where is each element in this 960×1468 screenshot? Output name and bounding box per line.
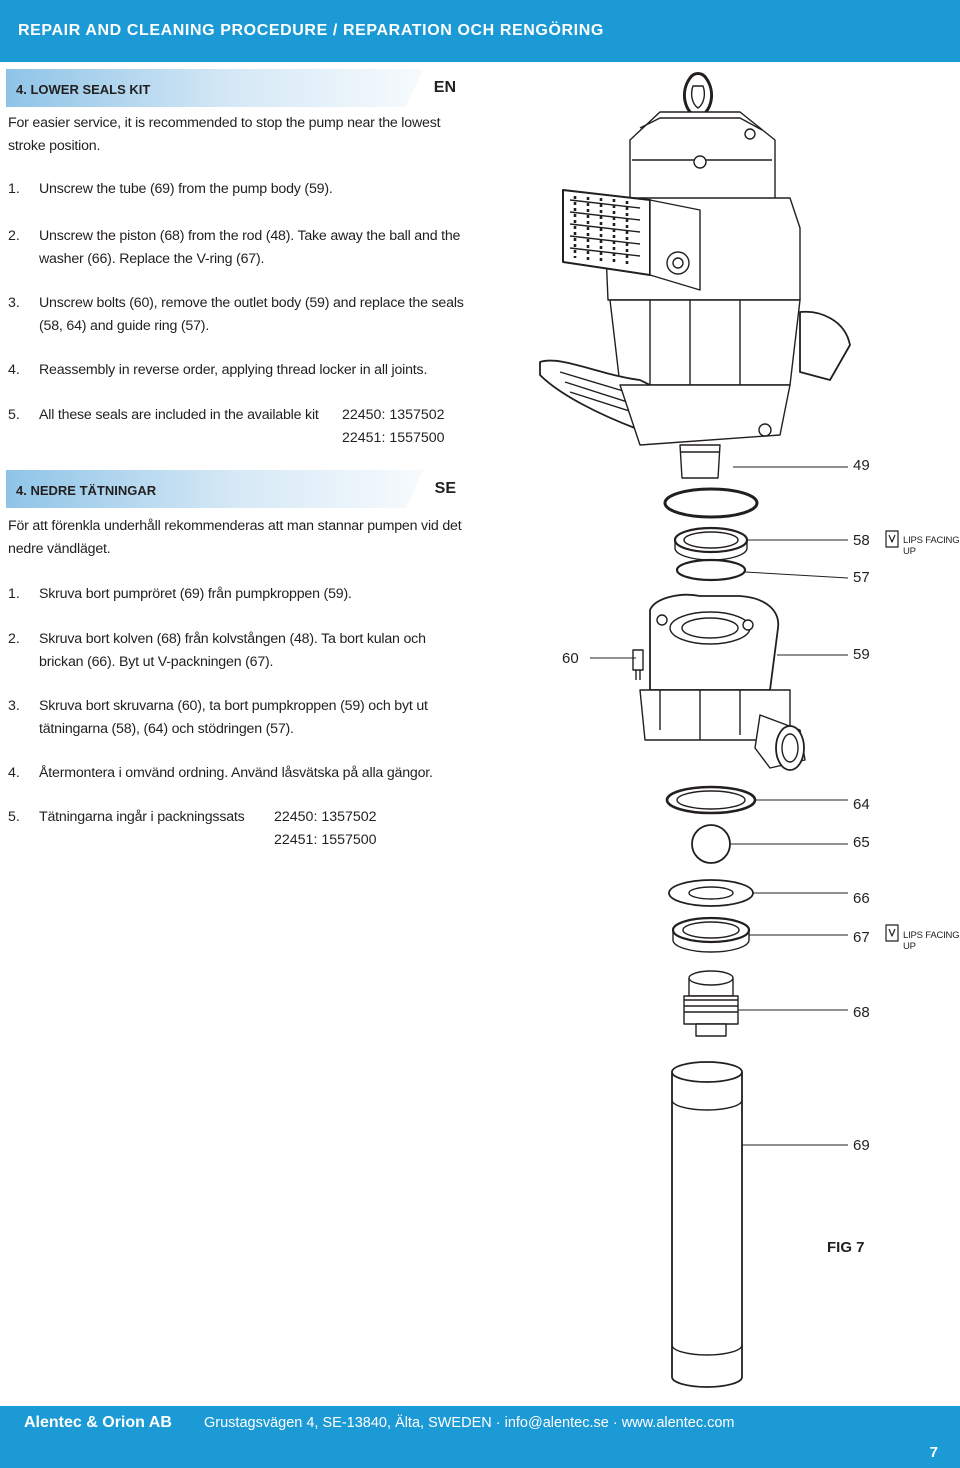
se-section-heading: [6, 470, 468, 508]
se-step-text: Skruva bort skruvarna (60), ta bort pumpkroppen (59) och byt ut tätningarna (58), (64) och stödringen (57).: [39, 698, 428, 737]
en-lang-label: EN: [433, 79, 456, 96]
lips-facing-up-icon: [886, 925, 898, 941]
en-step-number: 1.: [8, 181, 20, 197]
se-step-number: 1.: [8, 586, 20, 602]
en-step-text: Reassembly in reverse order, applying thread locker in all joints.: [39, 362, 428, 378]
se-step-number: 4.: [8, 765, 20, 781]
guide-ring-57-drawing: [677, 560, 745, 580]
tube-69-drawing: [672, 1062, 742, 1387]
en-step-text: Unscrew bolts (60), remove the outlet body (59) and replace the seals (58, 64) and guide ring (57).: [39, 295, 464, 334]
callout-49: 49: [853, 457, 870, 474]
en-kit-number: 22450: 1357502: [342, 407, 445, 423]
en-kit-number: 22451: 1557500: [342, 430, 445, 446]
washer-66-drawing: [669, 880, 753, 906]
se-step-number: 5.: [8, 809, 20, 825]
en-step-number: 3.: [8, 295, 20, 311]
piston-68-drawing: [684, 971, 738, 1036]
se-step-number: 3.: [8, 698, 20, 714]
se-heading-label: 4. NEDRE TÄTNINGAR: [16, 483, 157, 498]
en-intro: For easier service, it is recommended to stop the pump near the lowest stroke position.: [8, 115, 441, 154]
ball-65-drawing: [692, 825, 730, 863]
page-title: REPAIR AND CLEANING PROCEDURE / REPARATION OCH RENGÖRING: [18, 22, 604, 39]
callout-68: 68: [853, 1004, 870, 1021]
se-step-text: Skruva bort pumpröret (69) från pumpkroppen (59).: [39, 586, 352, 602]
se-step-number: 2.: [8, 631, 20, 647]
motor-assembly-drawing: [540, 74, 850, 479]
en-step-text: Unscrew the tube (69) from the pump body (59).: [39, 181, 333, 197]
callout-64: 64: [853, 796, 870, 813]
callout-65: 65: [853, 834, 870, 851]
en-step-number: 2.: [8, 228, 20, 244]
company-name: Alentec & Orion AB: [24, 1414, 172, 1431]
page-number: 7: [929, 1444, 938, 1461]
se-step-text: Tätningarna ingår i packningssats: [39, 809, 245, 825]
se-kit-number: 22450: 1357502: [274, 809, 377, 825]
lips-facing-up-icon: [886, 531, 898, 547]
lips-facing-up-note: LIPS FACING UP: [903, 930, 960, 952]
footer-bar: [0, 1406, 960, 1468]
callout-69: 69: [853, 1137, 870, 1154]
seal-58-drawing: [675, 528, 747, 560]
en-step-number: 5.: [8, 407, 20, 423]
callout-67: 67: [853, 929, 870, 946]
figure-label: FIG 7: [827, 1239, 865, 1256]
se-step-text: Skruva bort kolven (68) från kolvstången (48). Ta bort kulan och brickan (66). Byt ut V-packningen (67).: [39, 631, 426, 670]
se-step-text: Återmontera i omvänd ordning. Använd låsvätska på alla gängor.: [39, 765, 433, 781]
callout-60: 60: [562, 650, 579, 667]
callout-58: 58: [853, 532, 870, 549]
se-lang-label: SE: [434, 480, 456, 497]
pump-exploded-drawing: [480, 60, 960, 1400]
en-step-number: 4.: [8, 362, 20, 378]
company-address: Grustagsvägen 4, SE-13840, Älta, SWEDEN · info@alentec.se · www.alentec.com: [204, 1415, 735, 1431]
se-kit-number: 22451: 1557500: [274, 832, 377, 848]
header-bar: [0, 0, 960, 62]
callout-59: 59: [853, 646, 870, 663]
en-section-heading: [6, 69, 468, 107]
outlet-body-59-drawing: [633, 595, 805, 770]
en-step-text: Unscrew the piston (68) from the rod (48). Take away the ball and the washer (66). Replace the V-ring (67).: [39, 228, 461, 267]
en-step-text: All these seals are included in the available kit: [39, 407, 319, 423]
en-heading-label: 4. LOWER SEALS KIT: [16, 82, 151, 97]
seal-64-drawing: [667, 787, 755, 813]
callout-66: 66: [853, 890, 870, 907]
lips-facing-up-note: LIPS FACING UP: [903, 535, 960, 557]
callout-57: 57: [853, 569, 870, 586]
se-intro: För att förenkla underhåll rekommenderas att man stannar pumpen vid det nedre vändläget.: [8, 518, 462, 557]
ring-49-drawing: [665, 489, 757, 517]
v-ring-67-drawing: [673, 918, 749, 952]
